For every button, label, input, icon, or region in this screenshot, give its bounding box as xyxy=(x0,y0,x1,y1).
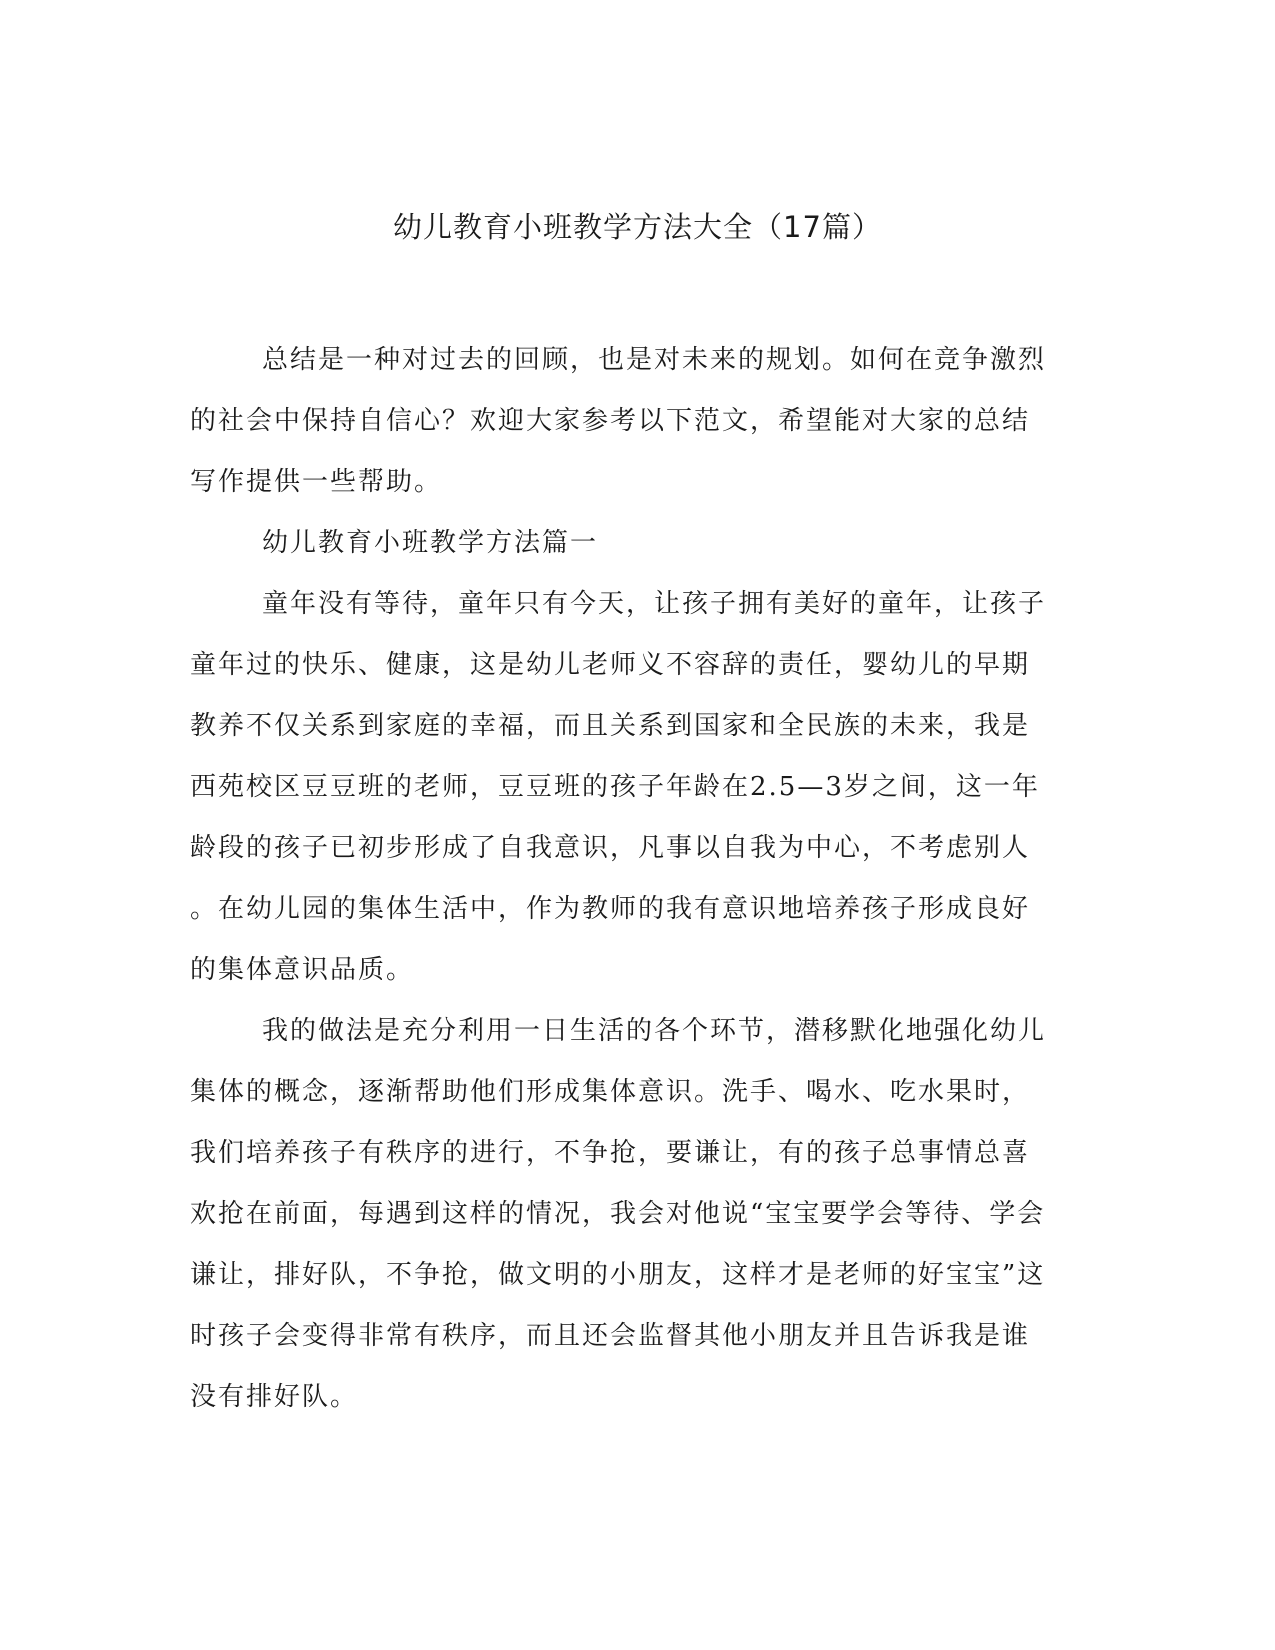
section-heading: 幼儿教育小班教学方法篇一 xyxy=(262,528,599,558)
paragraph-line: 欢抢在前面，每遇到这样的情况，我会对他说“宝宝要学会等待、学会 xyxy=(190,1199,1046,1229)
document-title: 幼儿教育小班教学方法大全（17篇） xyxy=(393,210,882,244)
document-body xyxy=(190,330,1070,1428)
paragraph-line: 我的做法是充分利用一日生活的各个环节，潜移默化地强化幼儿 xyxy=(262,1016,1047,1046)
paragraph-line: 的社会中保持自信心？欢迎大家参考以下范文，希望能对大家的总结 xyxy=(190,406,1031,436)
paragraph-line: 没有排好队。 xyxy=(190,1382,359,1412)
paragraph-line: 教养不仅关系到家庭的幸福，而且关系到国家和全民族的未来，我是 xyxy=(190,711,1031,741)
paragraph-line: 的集体意识品质。 xyxy=(190,955,415,985)
paragraph-line: 总结是一种对过去的回顾，也是对未来的规划。如何在竞争激烈 xyxy=(262,345,1047,375)
paragraph-line: 龄段的孩子已初步形成了自我意识，凡事以自我为中心，不考虑别人 xyxy=(190,833,1031,863)
paragraph-line: 童年过的快乐、健康，这是幼儿老师义不容辞的责任，婴幼儿的早期 xyxy=(190,650,1031,680)
paragraph-line: 写作提供一些帮助。 xyxy=(190,467,443,497)
paragraph-line: 时孩子会变得非常有秩序，而且还会监督其他小朋友并且告诉我是谁 xyxy=(190,1321,1031,1351)
paragraph-line: 集体的概念，逐渐帮助他们形成集体意识。洗手、喝水、吃水果时， xyxy=(190,1077,1031,1107)
paragraph-line: 我们培养孩子有秩序的进行，不争抢，要谦让，有的孩子总事情总喜 xyxy=(190,1138,1031,1168)
paragraph-line: 西苑校区豆豆班的老师，豆豆班的孩子年龄在2.5—3岁之间，这一年 xyxy=(190,772,1040,802)
paragraph-line: 童年没有等待，童年只有今天，让孩子拥有美好的童年，让孩子 xyxy=(262,589,1047,619)
paragraph-line: 谦让，排好队，不争抢，做文明的小朋友，这样才是老师的好宝宝”这 xyxy=(190,1260,1046,1290)
paragraph-line: 。在幼儿园的集体生活中，作为教师的我有意识地培养孩子形成良好 xyxy=(190,894,1031,924)
